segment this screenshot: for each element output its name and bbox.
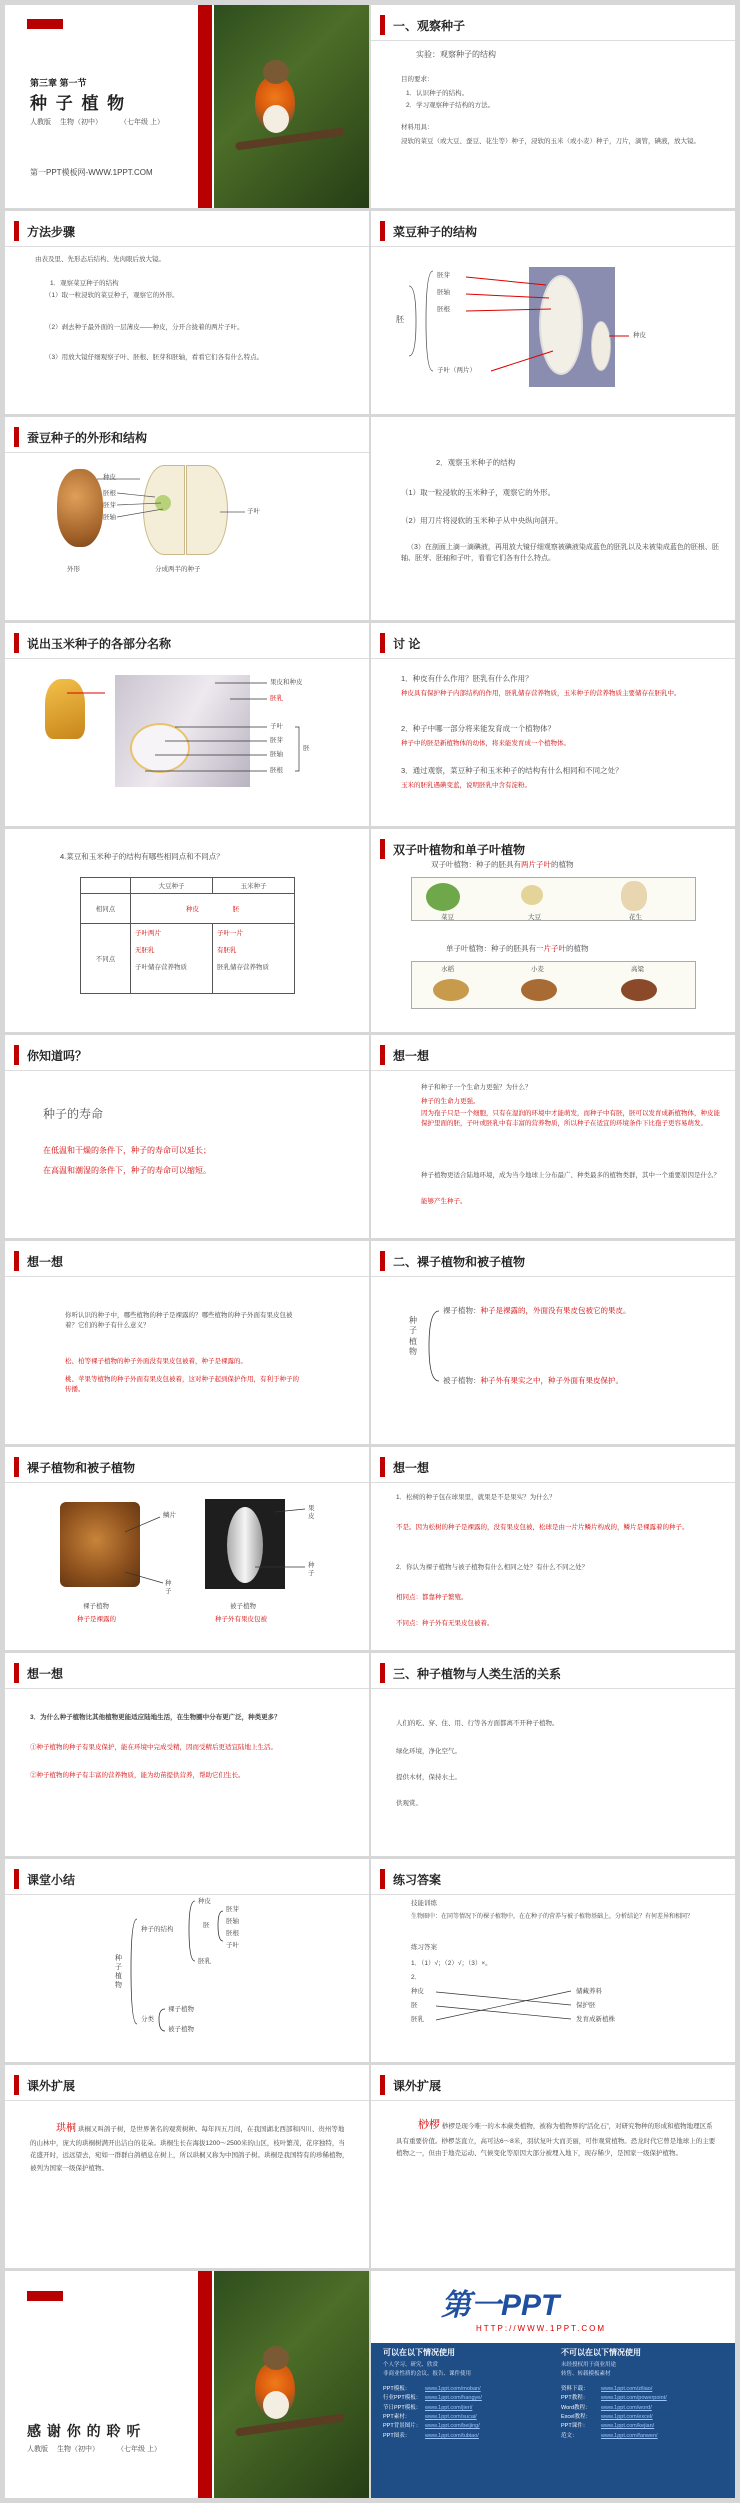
bean-label-lines (371, 211, 735, 414)
skill-text: 生物圈中：在同等情况下的裸子植物中，在在种子的营养与被子植物基础上，分析结论？有何差异和相同？ (411, 1914, 694, 1920)
think3-a1: 不是。因为松树的种子是裸露的，没有果皮包被，松球是由一片片鳞片构成的，鳞片是裸露着的种子。 (396, 1524, 689, 1531)
link-label: PPT图表： (383, 2432, 411, 2439)
title-bar (14, 1045, 19, 1065)
dicot-definition (431, 859, 574, 871)
link-label: Excel教程： (561, 2414, 591, 2421)
summary-embryo: 胚 (203, 1922, 210, 1929)
label-radicle: 胚根 (270, 767, 283, 774)
gymnosperm-row (443, 1305, 631, 1317)
dicot-def-b: 两片子叶 (521, 860, 551, 869)
slide-title: 想一想 (393, 1049, 430, 1063)
caption-gymnosperm-sub: 种子是裸露的 (77, 1616, 116, 1623)
divider (371, 40, 735, 41)
summary-plumule: 胚芽 (226, 1906, 239, 1913)
forbidden-2: 转售、转载模板素材 (561, 2371, 611, 2377)
think4-answer-1: ①种子植物的种子有果皮保护，能在环境中完成受精，因而受精后更适宜陆地上生活。 (30, 1744, 277, 1751)
bean-diff-2: 无胚乳 (135, 947, 155, 954)
slide-title: 练习答案 (393, 1873, 442, 1887)
extension1-highlight: 珙桐 (56, 2123, 76, 2134)
label-scale: 鳞片 (163, 1512, 176, 1519)
slide-think-3 (371, 1447, 735, 1650)
think1-q1: 种子和种子一个生命力更强？为什么？ (421, 1084, 532, 1091)
slide-compare-table (5, 829, 369, 1032)
slide-human-relation (371, 1653, 735, 1856)
summary-angiosperm: 被子植物 (168, 2026, 194, 2033)
seed-label-sorghum: 高粱 (631, 966, 644, 973)
slide-think-1 (371, 1035, 735, 1238)
goal-heading: 目的要求： (401, 76, 434, 83)
forbidden-heading: 不可以在以下情况使用 (561, 2348, 641, 2357)
robin-belly (263, 2391, 289, 2419)
method-heading: 1．观察菜豆种子的结构 (50, 280, 119, 287)
seed-label-wheat: 小麦 (531, 966, 544, 973)
title-bar (380, 1045, 385, 1065)
link-label: PPT课件： (561, 2423, 589, 2430)
slide-did-you-know (5, 1035, 369, 1238)
link-label: 范文： (561, 2432, 578, 2439)
link-label: PPT教程： (561, 2395, 589, 2402)
divider (371, 658, 735, 659)
label-embryo: 胚 (303, 745, 310, 752)
think2-answer-1: 松、柏等裸子植物的种子外面没有果皮包被着，种子是裸露的。 (65, 1358, 247, 1365)
thanks-publisher: 人教版 (27, 2446, 48, 2453)
allowed-heading: 可以在以下情况使用 (383, 2348, 455, 2357)
slide-title: 三、种子植物与人类生活的关系 (393, 1667, 562, 1681)
angiosperm-desc: 种子外有果实之中，种子外面有果皮保护。 (480, 1376, 623, 1385)
title-bar (14, 1663, 19, 1683)
label-hypocotyl: 胚轴 (270, 751, 283, 758)
goal-1: 1．认识种子的结构。 (406, 90, 469, 97)
match-right-2: 保护胚 (576, 2002, 596, 2009)
thanks-red-tag (27, 2291, 63, 2301)
title-bar (14, 221, 19, 241)
discussion-a1: 种皮具有保护种子内部结构的作用，胚乳储存营养物质，玉米种子的营养物质主要储存在胚乳中。 (401, 690, 681, 697)
think1-q2: 种子植物更适合陆地环境，成为当今地球上分布最广、种类最多的植物类群，其中一个重要原因是什么？ (421, 1172, 720, 1179)
seed-life-heading: 种子的寿命 (43, 1107, 104, 1121)
relation-1: 人们的吃、穿、住、用、行等各方面都离不开种子植物。 (396, 1720, 559, 1727)
link-url[interactable]: www.1ppt.com/word/ (601, 2404, 652, 2411)
rice-image (433, 979, 469, 1001)
method-step-2: （2）剥去种子最外面的一层薄皮——种皮，分开合拢着的两片子叶。 (45, 324, 244, 331)
discussion-a3: 玉米的胚乳遇碘变蓝，说明胚乳中含有淀粉。 (401, 782, 531, 789)
relation-2: 绿化环境，净化空气。 (396, 1748, 461, 1755)
slide-title: 一、观察种子 (393, 19, 466, 33)
link-url[interactable]: www.1ppt.com/beijing/ (425, 2423, 480, 2430)
corn-diff-2: 有胚乳 (217, 947, 237, 954)
divider (371, 1688, 735, 1689)
cover-chapter: 第三章 第一节 (30, 78, 87, 88)
link-url[interactable]: www.1ppt.com/fanwen/ (601, 2432, 658, 2439)
goal-2: 2．学习观察种子结构的方法。 (406, 102, 495, 109)
label-seed-coat: 种皮 (103, 474, 116, 481)
link-url[interactable]: www.1ppt.com/excel/ (601, 2414, 653, 2421)
summary-cotyledon: 子叶 (226, 1942, 239, 1949)
slide-title: 你知道吗？ (27, 1049, 88, 1063)
slide-thanks (5, 2271, 369, 2498)
slide-dicot-monocot (371, 829, 735, 1032)
title-bar (380, 633, 385, 653)
answer-1: 1．（1）√；（2）√；（3）×。 (411, 1960, 492, 1967)
row-header-diff: 不同点 (81, 924, 131, 994)
slide-title: 双子叶植物和单子叶植物 (393, 843, 526, 857)
summary-hypocotyl: 胚轴 (226, 1918, 239, 1925)
slide-title: 想一想 (27, 1255, 64, 1269)
cover-footer: 第一PPT模板网-WWW.1PPT.COM (30, 168, 153, 177)
extension1-body (30, 2119, 350, 2175)
cover-publisher: 人教版 (30, 119, 51, 126)
bean-diff-1: 子叶两片 (135, 930, 161, 937)
brand-url: HTTP://WWW.1PPT.COM (476, 2324, 606, 2333)
slide-gymno-angio-photos (5, 1447, 369, 1650)
thanks-title: 感 谢 你 的 聆 听 (27, 2423, 142, 2439)
slide-observe-seeds (371, 5, 735, 208)
angiosperm-label: 被子植物： (443, 1376, 481, 1385)
think3-q1: 1．松树的种子包在球果里，就果是不是果实？为什么？ (396, 1494, 556, 1501)
label-gymno-seed: 种子 (165, 1580, 172, 1595)
cover-subject: 生物（初中） (60, 119, 102, 126)
monocot-def-a: 单子叶植物：种子的胚具有 (446, 944, 536, 953)
label-cotyledon: 子叶（两片） (437, 367, 476, 374)
method-intro: 由表及里、先形态后结构、先肉眼后放大镜。 (35, 256, 165, 263)
caption-halves: 分成两半的种子 (155, 566, 201, 573)
row-header-same: 相同点 (81, 894, 131, 924)
link-url[interactable]: www.1ppt.com/kejian/ (601, 2423, 655, 2430)
summary-endosperm: 胚乳 (198, 1958, 211, 1965)
corn-diff-1: 子叶一片 (217, 930, 243, 937)
title-bar (380, 1457, 385, 1477)
think4-answer-2: ②种子植物的种子有丰富的营养物质，能为幼苗提供营养，帮助它们生长。 (30, 1772, 245, 1779)
answers-heading: 练习答案 (411, 1944, 437, 1951)
discussion-q1: 1．种皮有什么作用？胚乳有什么作用？ (401, 674, 533, 683)
table-corner (81, 878, 131, 894)
bean-diff-3: 子叶储存营养物质 (135, 964, 187, 971)
seed-plant-root: 种子植物 (409, 1316, 417, 1357)
slide-title: 课外扩展 (393, 2079, 442, 2093)
slide-title: 方法步骤 (27, 225, 76, 239)
think1-a1: 种子的生命力更强。 (421, 1098, 480, 1105)
caption-angiosperm: 被子植物 (230, 1603, 256, 1610)
broad-bean-lines (5, 417, 369, 620)
title-bar (14, 1251, 19, 1271)
col-header-bean: 大豆种子 (131, 878, 213, 894)
caption-outside: 外形 (67, 566, 80, 573)
slide-title: 蚕豆种子的外形和结构 (27, 431, 148, 445)
slide-think-4 (5, 1653, 369, 1856)
seed-label-soybean: 大豆 (528, 914, 541, 921)
monocot-definition (446, 943, 589, 955)
slide-extension-2 (371, 2065, 735, 2268)
slide-discussion (371, 623, 735, 826)
corn-step-1: （1）取一粒浸软的玉米种子，观察它的外形。 (401, 488, 556, 497)
label-plumule: 胚芽 (437, 272, 450, 279)
materials-text: 浸软的菜豆（或大豆、蚕豆、花生等）种子，浸软的玉米（或小麦）种子，刀片，滴管，碘液，放大镜。 (401, 138, 700, 145)
match-left-2: 胚 (411, 2002, 418, 2009)
link-url[interactable]: www.1ppt.com/ziliao/ (601, 2386, 653, 2392)
link-label: PPT素材： (383, 2414, 411, 2421)
divider (371, 1482, 735, 1483)
divider (5, 2100, 369, 2101)
match-lines (371, 1859, 735, 2062)
link-label: 节日PPT模板： (383, 2404, 422, 2411)
soybean-image (521, 885, 543, 905)
think3-a2: 相同点：都靠种子繁殖。 (396, 1594, 468, 1601)
slide-extension-1 (5, 2065, 369, 2268)
cover-title: 种 子 植 物 (30, 94, 127, 113)
same-embryo: 胚 (232, 906, 240, 913)
slide-title: 想一想 (393, 1461, 430, 1475)
divider (5, 1070, 369, 1071)
label-pericarp: 果皮和种皮 (270, 679, 303, 686)
link-label: PPT模板： (383, 2386, 411, 2392)
same-seed-coat: 种皮 (185, 906, 199, 913)
skill-heading: 技能训练 (411, 1900, 437, 1907)
brand-logo: 第一PPT (441, 2289, 560, 2322)
slide-exercise-answers (371, 1859, 735, 2062)
slide-think-2 (5, 1241, 369, 1444)
slide-title: 说出玉米种子的各部分名称 (27, 637, 172, 651)
slide-title: 二、裸子植物和被子植物 (393, 1255, 526, 1269)
link-label: 资料下载： (561, 2386, 589, 2392)
slide-title: 课堂小结 (27, 1873, 76, 1887)
divider (5, 1276, 369, 1277)
gymnosperm-label: 裸子植物： (443, 1306, 481, 1315)
slide-title: 菜豆种子的结构 (393, 225, 478, 239)
thanks-grade: （七年级 上） (117, 2446, 161, 2453)
sorghum-image (621, 979, 657, 1001)
think4-question: 3．为什么种子植物比其他植物更能适应陆地生活，在生物圈中分布更广泛，种类更多？ (30, 1714, 281, 1721)
photo-label-lines (5, 1447, 369, 1650)
title-bar (14, 2075, 19, 2095)
angiosperm-row (443, 1375, 623, 1387)
extension2-text: 桫椤是现今唯一的木本蕨类植物，被称为植物界的“活化石”，对研究物种的形成和植物地理区系具有重要价值。桫椤茎直立，高可达6～8米，羽状复叶大而美丽，可作观赏植物。恐龙时代它曾是地球上的主要植物之一，但由于地壳运动、气候变化等原因大部分被埋入地下，现存稀少，是国家一级保护植物。 (396, 2123, 716, 2158)
link-url[interactable]: www.1ppt.com/tubiao/ (425, 2432, 479, 2439)
corn-step-3: （3）在剖面上滴一滴碘液，再用放大镜仔细观察被碘液染成蓝色的胚乳以及未被染成蓝色的胚根、胚轴、胚芽、胚轴和子叶，看看它们各有什么特点。 (401, 544, 719, 562)
seed-label-rice: 水稻 (441, 966, 454, 973)
label-hypocotyl: 胚轴 (437, 289, 450, 296)
match-right-3: 发育成新植株 (576, 2016, 615, 2023)
match-left-3: 胚乳 (411, 2016, 424, 2023)
thanks-red-strip (198, 2271, 212, 2498)
title-bar (380, 2075, 385, 2095)
allowed-1: 个人学习、研究、欣赏 (383, 2362, 439, 2368)
allowed-2: 非商业性质的会议、报告、课件使用 (383, 2371, 472, 2377)
label-hypocotyl: 胚轴 (103, 514, 116, 521)
label-endosperm: 胚乳 (270, 695, 283, 702)
cover-grade: （七年级 上） (120, 119, 164, 126)
think2-question: 你听认识的种子中，哪些植物的种子是裸露的？哪些植物的种子外面有果皮包被着？它们的种子有什么意义？ (65, 1312, 293, 1330)
robin-belly (263, 105, 289, 133)
discussion-q2: 2．种子中哪一部分将来能发育成一个植物体？ (401, 724, 556, 733)
link-label: 行业PPT模板： (383, 2395, 422, 2402)
materials-heading: 材料用具： (401, 124, 434, 131)
slide-corn-method (371, 417, 735, 620)
title-bar (380, 839, 385, 859)
answer-2: 2． (411, 1974, 422, 1981)
link-label: PPT背景图片： (383, 2423, 422, 2430)
dicot-def-c: 的植物 (551, 860, 574, 869)
relation-3: 提供木材，保持水土。 (396, 1774, 461, 1781)
embryo-label: 胚 (396, 315, 404, 324)
label-plumule: 胚芽 (270, 737, 283, 744)
cover-red-strip (198, 5, 212, 208)
label-cotyledon: 子叶 (247, 508, 260, 515)
compare-question: 4.菜豆和玉米种子的结构有哪些相同点和不同点？ (60, 852, 224, 861)
link-url[interactable]: www.1ppt.com/hangye/ (425, 2395, 482, 2402)
caption-angiosperm-sub: 种子外有果皮包被 (215, 1616, 267, 1623)
summary-gymnosperm: 裸子植物 (168, 2006, 194, 2013)
divider (371, 2100, 735, 2101)
slide-corn-parts (5, 623, 369, 826)
think1-a1b: 因为孢子只是一个细胞，只有在湿润的环境中才能萌发，而种子中有胚，胚可以发育成新植物体，种皮能保护里面的胚，子叶或胚乳中有丰富的营养物质，所以种子在适宜的环境条件下比孢子更容易萌发。 (421, 1110, 720, 1128)
discussion-a2: 种子中的胚是新植物体的幼体，将来能发育成一个植物体。 (401, 740, 570, 747)
peanut-image (621, 881, 647, 911)
slide-cover (5, 5, 369, 208)
think3-q2: 2．你认为裸子植物与被子植物有什么相同之处？有什么不同之处？ (396, 1564, 589, 1571)
thanks-subject: 生物（初中） (57, 2446, 99, 2453)
caption-gymnosperm: 裸子植物 (83, 1603, 109, 1610)
summary-structure: 种子的结构 (141, 1926, 174, 1933)
corn-step-2: （2）用刀片将浸软的玉米种子从中央纵向剖开。 (401, 516, 563, 525)
seed-label-bean: 菜豆 (441, 914, 454, 921)
classification-bracket (371, 1241, 735, 1444)
extension2-body (396, 2115, 716, 2161)
label-angio-seed: 种子 (308, 1562, 315, 1577)
method-step-3: （3）用放大镜仔细观察子叶、胚根、胚芽和胚轴，看看它们各有什么特点。 (45, 354, 264, 361)
match-left-1: 种皮 (411, 1988, 424, 1995)
wheat-image (521, 979, 557, 1001)
corn-heading: 2．观察玉米种子的结构 (436, 458, 516, 467)
slide-summary (5, 1859, 369, 2062)
title-bar (380, 1663, 385, 1683)
monocot-def-b: 一片子叶 (536, 944, 566, 953)
compare-table (80, 877, 295, 994)
method-step-1: （1）取一粒浸软的菜豆种子，观察它的外形。 (45, 292, 179, 299)
label-cotyledon: 子叶 (270, 723, 283, 730)
match-right-1: 储藏养料 (576, 1988, 602, 1995)
slide-title: 想一想 (27, 1667, 64, 1681)
slide-bean-structure (371, 211, 735, 414)
summary-coat: 种皮 (198, 1898, 211, 1905)
slide-broad-bean (5, 417, 369, 620)
link-url[interactable]: www.1ppt.com/sucai/ (425, 2414, 477, 2421)
extension1-text: 珙桐又叫鸽子树，是世界著名的观赏树种。每年四五月间，在我国湖北西部和四川、贵州等地的山林中，庞大的珙桐树满开出洁白的花朵。珙桐生长在海拔1200～2500米的山区，枝叶繁茂，花序独特，当花盛开时，远远望去，宛如一群群白鸽栖息在树上，所以珙桐又称为中国鸽子树。珙桐是我国特有的珍稀植物，被列为国家一级保护植物。 (30, 2126, 349, 2172)
link-label: Word教程： (561, 2404, 591, 2411)
relation-4: 供观赏。 (396, 1800, 422, 1807)
col-header-corn: 玉米种子 (213, 878, 295, 894)
robin-head (263, 2346, 289, 2370)
seed-life-line-2: 在高温和潮湿的条件下，种子的寿命可以缩短。 (43, 1166, 211, 1175)
monocot-def-c: 的植物 (566, 944, 589, 953)
summary-radicle: 胚根 (226, 1930, 239, 1937)
extension2-highlight: 桫椤 (418, 2119, 440, 2131)
slide-title: 裸子植物和被子植物 (27, 1461, 136, 1475)
corn-diff-3: 胚乳储存营养物质 (217, 964, 269, 971)
label-radicle: 胚根 (103, 490, 116, 497)
link-url[interactable]: www.1ppt.com/moban/ (425, 2386, 481, 2392)
seed-label-peanut: 花生 (629, 914, 642, 921)
forbidden-1: 未经授权用于商业用途 (561, 2362, 617, 2368)
label-seed-coat: 种皮 (633, 332, 646, 339)
link-url[interactable]: www.1ppt.com/jieri/ (425, 2404, 473, 2411)
title-bar (380, 15, 385, 35)
think1-a2: 能够产生种子。 (421, 1198, 467, 1205)
divider (371, 1070, 735, 1071)
robin-head (263, 60, 289, 84)
slide-license (371, 2271, 735, 2498)
label-radicle: 胚根 (437, 306, 450, 313)
divider (5, 246, 369, 247)
slide-gymno-angio (371, 1241, 735, 1444)
summary-root: 种子植物 (115, 1955, 122, 1990)
experiment-title: 实验：观察种子的结构 (416, 50, 496, 59)
link-url[interactable]: www.1ppt.com/powerpoint/ (601, 2395, 667, 2402)
think2-answer-2: 桃、苹果等植物的种子外面有果皮包被着，这对种子起到保护作用，有利于种子的传播。 (65, 1376, 299, 1394)
cover-red-tag (27, 19, 63, 29)
summary-classification: 分类 (141, 2016, 154, 2023)
label-pericarp: 果皮 (308, 1505, 315, 1520)
label-plumule: 胚芽 (103, 502, 116, 509)
think3-a3: 不同点：种子外有无果皮包被着。 (396, 1620, 494, 1627)
slide-title: 讨 论 (393, 637, 421, 651)
corn-label-lines (5, 623, 369, 826)
slide-title: 课外扩展 (27, 2079, 76, 2093)
gymnosperm-desc: 种子是裸露的，外面没有果皮包被它的果皮。 (480, 1306, 631, 1315)
dicot-def-a: 双子叶植物：种子的胚具有 (431, 860, 521, 869)
seed-life-line-1: 在低温和干燥的条件下，种子的寿命可以延长； (43, 1146, 211, 1155)
slide-method (5, 211, 369, 414)
divider (5, 1688, 369, 1689)
discussion-q3: 3．通过观察，菜豆种子和玉米种子的结构有什么相同和不同之处？ (401, 766, 623, 775)
kidney-bean-image (426, 883, 460, 911)
